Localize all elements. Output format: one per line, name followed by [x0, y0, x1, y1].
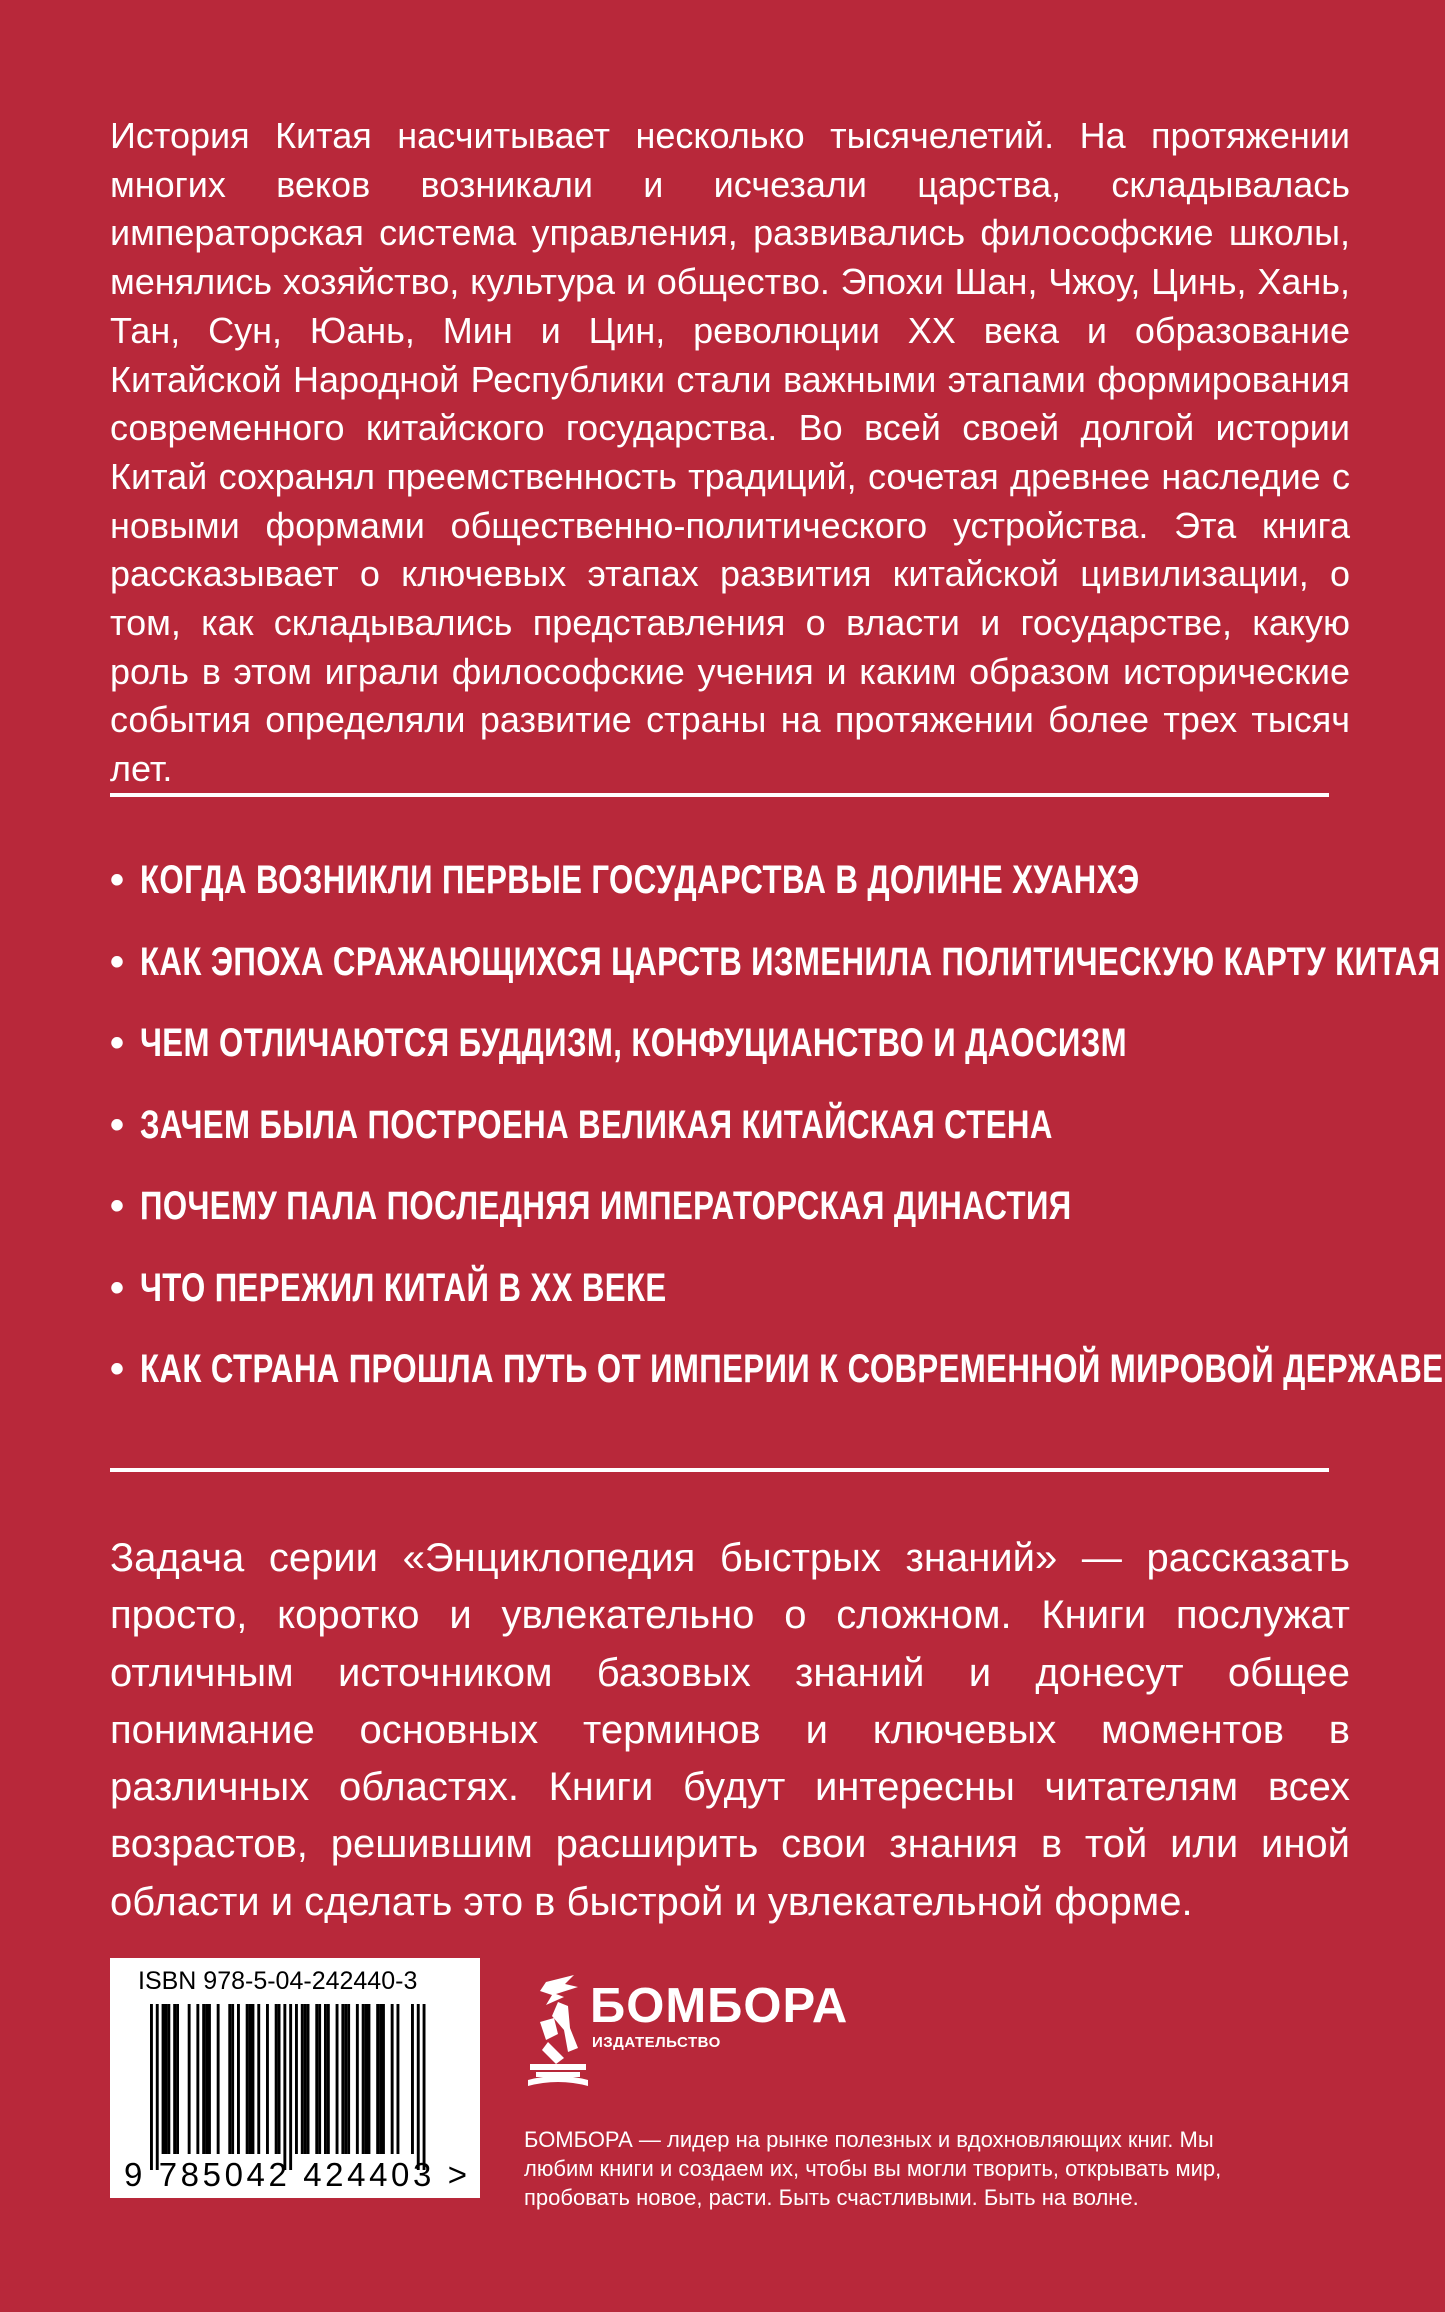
topic-item	[110, 1264, 1340, 1346]
topic-text: ПОЧЕМУ ПАЛА ПОСЛЕДНЯЯ ИМПЕРАТОРСКАЯ ДИНАСТИЯ	[140, 1184, 1072, 1228]
topic-text: ЧТО ПЕРЕЖИЛ КИТАЙ В XX ВЕКЕ	[140, 1265, 667, 1310]
topic-item	[110, 938, 1441, 1020]
barcode-bar	[315, 2004, 318, 2154]
barcode-bar	[205, 2004, 208, 2154]
divider-bottom	[110, 1468, 1329, 1472]
barcode-bar	[173, 2004, 176, 2154]
barcode-bar	[217, 2004, 220, 2154]
barcode-bar	[289, 2004, 292, 2170]
bombora-logo-icon	[524, 1972, 596, 2098]
barcode-bar	[324, 2004, 327, 2154]
barcode-bar	[368, 2004, 371, 2154]
barcode-bar	[257, 2004, 260, 2154]
barcode-bar	[295, 2004, 298, 2154]
barcode-bar	[382, 2004, 385, 2154]
barcode-bar	[196, 2004, 199, 2154]
barcode-bar	[304, 2004, 307, 2154]
barcode-bar	[417, 2004, 420, 2170]
topic-item	[110, 1182, 1340, 1264]
barcode-bar	[167, 2004, 170, 2154]
barcode-bar	[208, 2004, 211, 2154]
topic-list	[110, 856, 1444, 1427]
barcode-bar	[156, 2004, 159, 2170]
barcode-bar	[307, 2004, 310, 2154]
bullet-marker: •	[110, 1102, 125, 1147]
barcode-digits: 9 785042 424403 >	[124, 2156, 471, 2193]
barcode-bar	[347, 2004, 350, 2154]
topic-item	[110, 1101, 1340, 1183]
barcode-bar	[231, 2004, 234, 2154]
barcode-bar	[176, 2004, 179, 2154]
barcode-bar	[344, 2004, 347, 2154]
barcode-bar	[228, 2004, 231, 2154]
topic-item	[110, 856, 1340, 938]
barcode-bar	[376, 2004, 379, 2154]
barcode-bar	[278, 2004, 281, 2154]
barcode-bar	[411, 2004, 414, 2154]
isbn-label: ISBN 978-5-04-242440-3	[138, 1967, 418, 1995]
publisher-description: БОМБОРА — лидер на рынке полезных и вдохновляющих книг. Мы любим книги и создаем их, чтобы вы могли творить, открывать мир, пробовать новое, расти. Быть счастливыми. Быть на волне.	[524, 2127, 1222, 2210]
barcode-bar	[423, 2004, 426, 2170]
publisher-subtitle: ИЗДАТЕЛЬСТВО	[592, 2034, 721, 2051]
barcode-bar	[318, 2004, 321, 2154]
bullet-marker: •	[110, 858, 125, 902]
bullet-marker: •	[110, 1265, 125, 1310]
barcode-bar	[397, 2004, 400, 2154]
topic-item	[110, 1019, 1340, 1101]
divider-top	[110, 793, 1329, 797]
topic-text: ЗАЧЕМ БЫЛА ПОСТРОЕНА ВЕЛИКАЯ КИТАЙСКАЯ СТЕНА	[140, 1102, 1053, 1147]
barcode-bar	[336, 2004, 339, 2154]
bullet-marker: •	[110, 1184, 125, 1228]
barcode-bar	[246, 2004, 249, 2154]
series-description: Задача серии «Энциклопедия быстрых знаний» — рассказать просто, коротко и увлекательно о сложном. Книги послужат отличным источником базовых знаний и донесут общее понимание основных терминов и ключевых моментов в различных областях. Книги будут интересны читателям всех возрастов, решившим расширить свои знания в той или иной области и сделать это в быстрой и увлекательной форме.	[110, 1536, 1350, 1924]
barcode-bar	[283, 2004, 286, 2170]
bullet-marker: •	[110, 1021, 125, 1065]
publisher-logo	[524, 1972, 904, 2104]
isbn-barcode	[110, 1958, 480, 2198]
bullet-marker: •	[110, 1347, 125, 1391]
intro-paragraph: История Китая насчитывает несколько тысячелетий. На протяжении многих веков возникали и исчезали царства, складывалась императорская система управления, развивались философские школы, менялись хозяйство, культура и общество. Эпохи Шан, Чжоу, Цинь, Хань, Тан, Сун, Юань, Мин и Цин, революции XX века и образование Китайской Народной Республики стали важными этапами формирования современного китайского государства. Во всей своей долгой истории Китай сохранял преемственность традиций, сочетая древнее наследие с новыми формами общественно-политического устройства. Эта книга рассказывает о ключевых этапах развития китайской цивилизации, о том, как складывались представления о власти и государстве, какую роль в этом играли философские учения и каким образом исторические события определяли развитие страны на протяжении более трех тысяч лет.	[110, 115, 1350, 790]
topic-text: ЧЕМ ОТЛИЧАЮТСЯ БУДДИЗМ, КОНФУЦИАНСТВО И ДАОСИЗМ	[140, 1021, 1128, 1065]
barcode-bar	[266, 2004, 269, 2154]
barcode-bar	[275, 2004, 278, 2154]
barcode-bar	[237, 2004, 240, 2154]
barcode-bar	[356, 2004, 359, 2154]
publisher-name: БОМБОРА	[590, 1979, 849, 2033]
barcode-bar	[379, 2004, 382, 2154]
topic-text: КОГДА ВОЗНИКЛИ ПЕРВЫЕ ГОСУДАРСТВА В ДОЛИНЕ ХУАНХЭ	[140, 858, 1140, 902]
topic-text: КАК СТРАНА ПРОШЛА ПУТЬ ОТ ИМПЕРИИ К СОВРЕМЕННОЙ МИРОВОЙ ДЕРЖАВЕ	[140, 1347, 1444, 1391]
barcode-bar	[327, 2004, 330, 2154]
barcode-bar	[249, 2004, 252, 2154]
barcode-bar	[162, 2004, 165, 2154]
barcode-bar	[362, 2004, 365, 2154]
barcode-bar	[365, 2004, 368, 2154]
barcode-bar	[202, 2004, 205, 2154]
topic-text: КАК ЭПОХА СРАЖАЮЩИХСЯ ЦАРСТВ ИЗМЕНИЛА ПОЛИТИЧЕСКУЮ КАРТУ КИТАЯ	[140, 939, 1441, 984]
barcode-bar	[252, 2004, 255, 2154]
topic-item	[110, 1345, 1444, 1427]
barcode-bar	[165, 2004, 168, 2154]
barcode-bar	[391, 2004, 394, 2154]
barcode-bar	[301, 2004, 304, 2154]
bullet-marker: •	[110, 939, 125, 984]
barcode-bar	[188, 2004, 191, 2154]
barcode-bar	[341, 2004, 344, 2154]
barcode-bar	[150, 2004, 153, 2170]
